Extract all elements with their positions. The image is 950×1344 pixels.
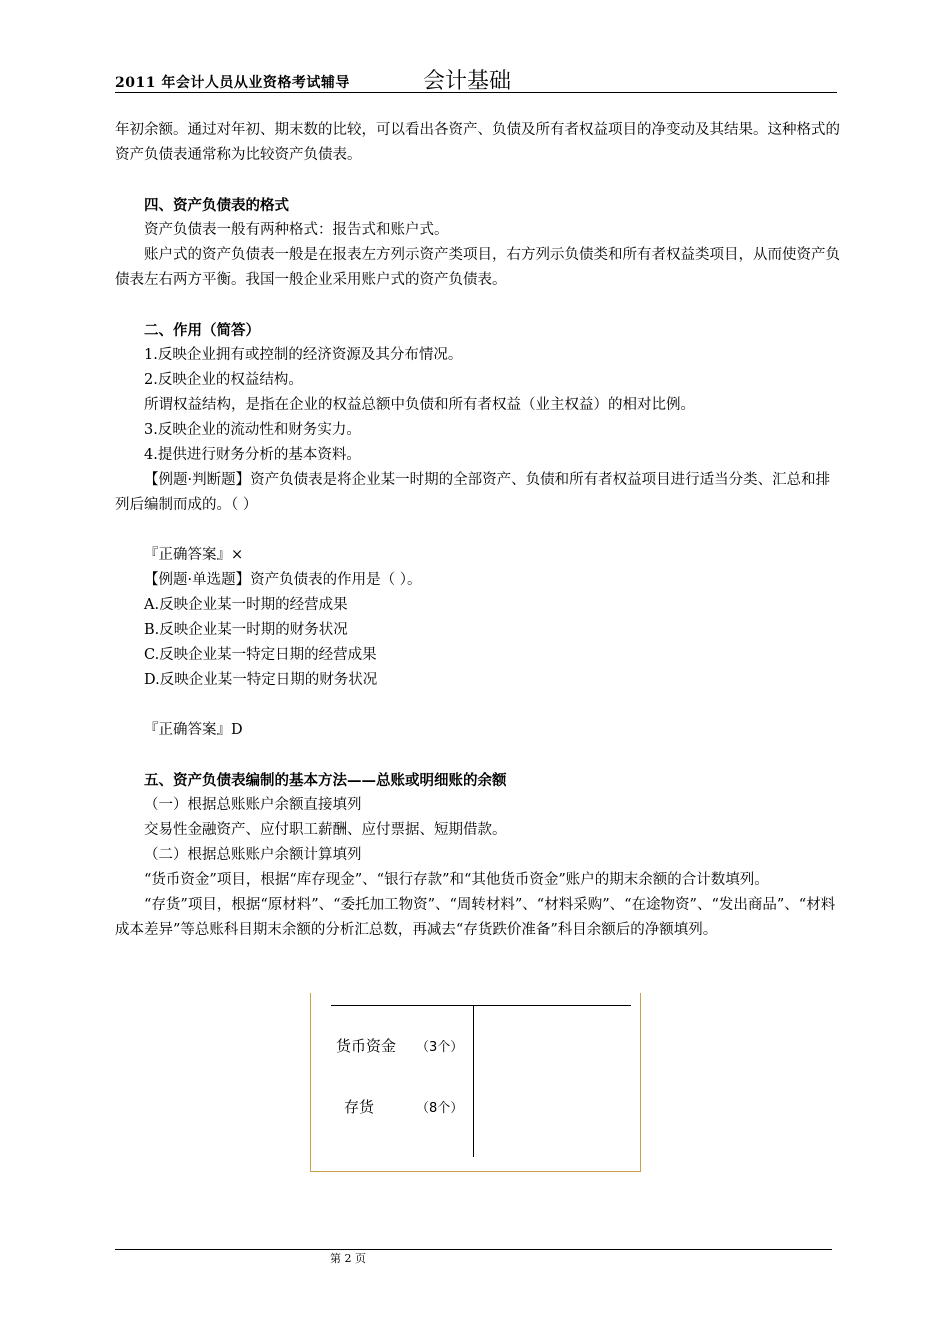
- diagram-count-cash: （3个）: [416, 1040, 464, 1055]
- list-item: 4.提供进行财务分析的基本资料。: [144, 447, 361, 463]
- choice-option: D.反映企业某一特定日期的财务状况: [144, 672, 378, 688]
- list-item: 1.反映企业拥有或控制的经济资源及其分布情况。: [144, 347, 463, 363]
- paragraph: “存货”项目，根据“原材料”、“委托加工物资”、“周转材料”、“材料采购”、“在途物资”、“发出商品”、“材料成本差异”等总账科目期末余额的分析汇总数，再减去“存货跌价准备”科目余额后的净额填列。: [115, 897, 836, 938]
- section-heading-method: 五、资产负债表编制的基本方法——总账或明细账的余额: [144, 772, 507, 789]
- paragraph: 所谓权益结构，是指在企业的权益总额中负债和所有者权益（业主权益）的相对比例。: [144, 397, 695, 413]
- paragraph-continuation: 年初余额。通过对年初、期末数的比较，可以看出各资产、负债及所有者权益项目的净变动及其结果。这种格式的资产负债表通常称为比较资产负债表。: [115, 122, 840, 163]
- choice-option: A.反映企业某一时期的经营成果: [144, 597, 348, 613]
- example-single-choice-question: 【例题·单选题】资产负债表的作用是（ ）。: [144, 572, 422, 588]
- header-course-title: 2011 年会计人员从业资格考试辅导: [115, 75, 350, 91]
- list-item: 3.反映企业的流动性和财务实力。: [144, 422, 361, 438]
- answer: 『正确答案』D: [144, 722, 243, 738]
- list-item: 2.反映企业的权益结构。: [144, 372, 303, 388]
- paragraph: 账户式的资产负债表一般是在报表左方列示资产类项目，右方列示负债类和所有者权益类项目，从而使资产负债表左右两方平衡。我国一般企业采用账户式的资产负债表。: [115, 247, 840, 288]
- page-number: 第 2 页: [330, 1252, 366, 1265]
- document-body: [115, 118, 840, 943]
- header-subject-title: 会计基础: [423, 69, 512, 94]
- diagram-item-inventory: 存货: [344, 1098, 375, 1116]
- page-header: [115, 60, 837, 93]
- answer: 『正确答案』×: [144, 547, 244, 563]
- paragraph: “货币资金”项目，根据“库存现金”、“银行存款”和“其他货币资金”账户的期末余额的合计数填列。: [144, 872, 769, 888]
- t-account-top-line: [331, 1005, 631, 1006]
- section-heading-format: 四、资产负债表的格式: [144, 197, 289, 214]
- subsection-heading: （一）根据总账账户余额直接填列: [144, 797, 362, 813]
- paragraph: 资产负债表一般有两种格式：报告式和账户式。: [144, 222, 449, 238]
- diagram-count-inventory: （8个）: [416, 1101, 464, 1116]
- diagram-item-cash: 货币资金: [336, 1037, 397, 1055]
- subsection-heading: （二）根据总账账户余额计算填列: [144, 847, 362, 863]
- paragraph: 交易性金融资产、应付职工薪酬、应付票据、短期借款。: [144, 822, 507, 838]
- section-heading-function: 二、作用（简答）: [144, 322, 260, 339]
- t-account-diagram: [310, 993, 641, 1172]
- choice-option: C.反映企业某一特定日期的经营成果: [144, 647, 377, 663]
- example-judgement-question: 【例题·判断题】资产负债表是将企业某一时期的全部资产、负债和所有者权益项目进行适当分类、汇总和排列后编制而成的。（ ）: [115, 472, 831, 513]
- t-account-divider: [473, 1005, 474, 1157]
- footer-rule: [115, 1249, 832, 1250]
- choice-option: B.反映企业某一时期的财务状况: [144, 622, 348, 638]
